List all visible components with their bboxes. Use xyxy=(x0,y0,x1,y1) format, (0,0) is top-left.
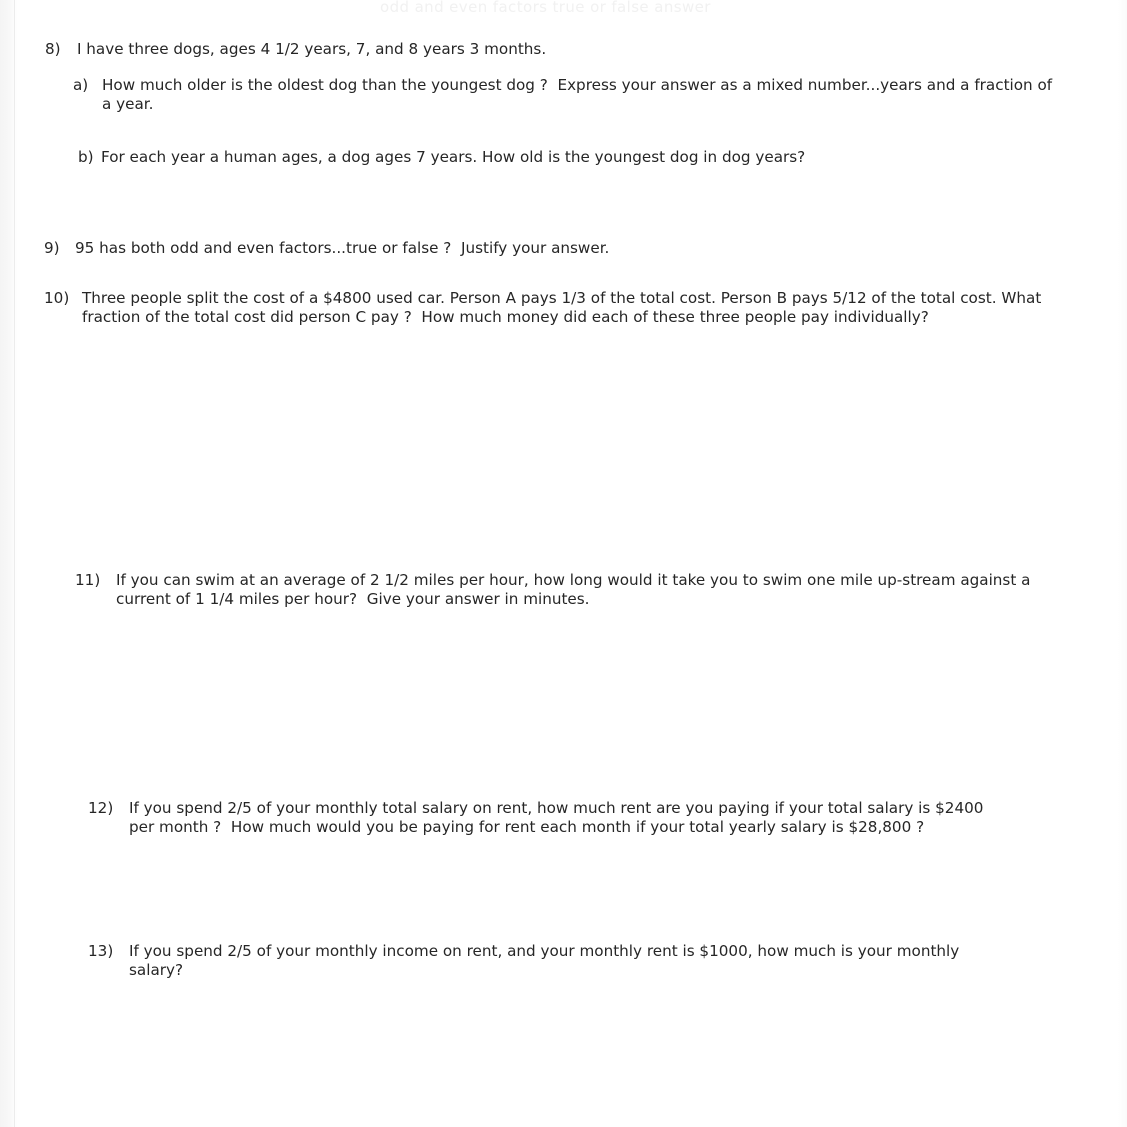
question-9 xyxy=(44,239,1084,258)
question-8a xyxy=(73,76,1058,115)
question-11 xyxy=(75,571,1040,610)
question-13-marker: 13) xyxy=(88,942,114,960)
question-8b-marker: b) xyxy=(78,148,94,166)
question-8b xyxy=(78,148,983,167)
question-11-marker: 11) xyxy=(75,571,101,589)
question-13 xyxy=(88,942,978,981)
question-10 xyxy=(44,289,1054,328)
question-11-text: If you can swim at an average of 2 1/2 miles per hour, how long would it take you to swim one mile up-stream against a current of 1 1/4 miles per hour? Give your answer in minutes. xyxy=(116,571,1036,609)
scan-left-edge-artifact xyxy=(0,0,17,1127)
question-8-text: I have three dogs, ages 4 1/2 years, 7, and 8 years 3 months. xyxy=(77,40,547,58)
question-12-text: If you spend 2/5 of your monthly total salary on rent, how much rent are you paying if your total salary is $2400 per month ? How much would you be paying for rent each month if your total yearly salary is $28,800 ? xyxy=(129,799,989,837)
question-8-marker: 8) xyxy=(45,40,61,58)
question-9-marker: 9) xyxy=(44,239,60,257)
question-8a-marker: a) xyxy=(73,76,89,94)
question-12-marker: 12) xyxy=(88,799,114,817)
question-10-marker: 10) xyxy=(44,289,70,307)
scan-top-cut-off-text: odd and even factors true or false answer xyxy=(380,0,711,16)
scan-right-edge-artifact xyxy=(1118,0,1127,1127)
question-10-text: Three people split the cost of a $4800 used car. Person A pays 1/3 of the total cost. Person B pays 5/12 of the total cost. What fraction of the total cost did person C pay ? How much money did each of these three people pay individually? xyxy=(82,289,1047,327)
question-8 xyxy=(45,40,1095,59)
question-8a-text: How much older is the oldest dog than the youngest dog ? Express your answer as a mixed number...years and a fraction of a year. xyxy=(102,76,1057,114)
question-8b-text: For each year a human ages, a dog ages 7 years. How old is the youngest dog in dog years? xyxy=(101,148,806,166)
question-9-text: 95 has both odd and even factors...true or false ? Justify your answer. xyxy=(75,239,610,257)
question-13-text: If you spend 2/5 of your monthly income on rent, and your monthly rent is $1000, how much is your monthly salary? xyxy=(129,942,965,980)
question-12 xyxy=(88,799,1013,838)
